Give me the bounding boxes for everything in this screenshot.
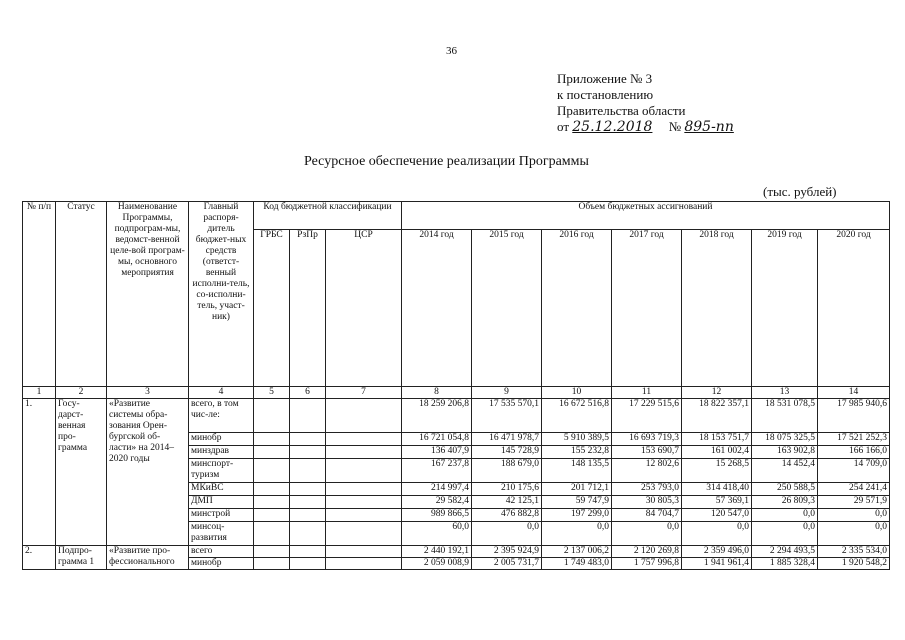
- column-index-cell: 6: [290, 387, 326, 399]
- amount-cell: 2 395 924,9: [472, 546, 542, 558]
- budget-code-cell: [290, 483, 326, 496]
- amount-cell: 136 407,9: [402, 446, 472, 459]
- budget-table: [22, 201, 890, 570]
- column-index-cell: 10: [542, 387, 612, 399]
- table-row: [23, 399, 890, 433]
- amount-cell: 14 709,0: [818, 459, 890, 483]
- amount-cell: 29 582,4: [402, 496, 472, 509]
- budget-code-cell: [254, 459, 290, 483]
- amount-cell: 17 229 515,6: [612, 399, 682, 433]
- header-grbs: ГРБС: [254, 230, 290, 387]
- budget-code-cell: [290, 522, 326, 546]
- amount-cell: 120 547,0: [682, 509, 752, 522]
- amount-cell: 18 075 325,5: [752, 433, 818, 446]
- amount-cell: 1 941 961,4: [682, 558, 752, 570]
- budget-code-cell: [326, 483, 402, 496]
- amount-cell: 18 153 751,7: [682, 433, 752, 446]
- amount-cell: 254 241,4: [818, 483, 890, 496]
- column-index-cell: 8: [402, 387, 472, 399]
- amount-cell: 210 175,6: [472, 483, 542, 496]
- column-index-cell: 11: [612, 387, 682, 399]
- header-num: № п/п: [23, 202, 56, 387]
- budget-code-cell: [254, 433, 290, 446]
- header-row: [23, 202, 890, 230]
- amount-cell: 0,0: [472, 522, 542, 546]
- amount-cell: 145 728,9: [472, 446, 542, 459]
- amount-cell: 5 910 389,5: [542, 433, 612, 446]
- amount-cell: 2 440 192,1: [402, 546, 472, 558]
- amount-cell: 18 531 078,5: [752, 399, 818, 433]
- budget-code-cell: [326, 399, 402, 433]
- budget-code-cell: [290, 509, 326, 522]
- column-index-cell: 5: [254, 387, 290, 399]
- column-index-cell: 3: [107, 387, 189, 399]
- budget-code-cell: [326, 459, 402, 483]
- budget-code-cell: [254, 509, 290, 522]
- column-index-cell: 1: [23, 387, 56, 399]
- header-year: 2020 год: [818, 230, 890, 387]
- amount-cell: 155 232,8: [542, 446, 612, 459]
- budget-code-cell: [290, 459, 326, 483]
- budget-code-cell: [326, 546, 402, 558]
- column-index-cell: 7: [326, 387, 402, 399]
- amount-cell: 476 882,8: [472, 509, 542, 522]
- amount-cell: 1 757 996,8: [612, 558, 682, 570]
- amount-cell: 214 997,4: [402, 483, 472, 496]
- header-csr: ЦСР: [326, 230, 402, 387]
- budget-code-cell: [326, 522, 402, 546]
- amount-cell: 60,0: [402, 522, 472, 546]
- date-prefix: от: [557, 119, 570, 134]
- column-index-cell: 2: [56, 387, 107, 399]
- amount-cell: 17 535 570,1: [472, 399, 542, 433]
- budget-code-cell: [326, 509, 402, 522]
- header-rzpr: РзПр: [290, 230, 326, 387]
- budget-code-cell: [254, 483, 290, 496]
- budget-code-cell: [254, 522, 290, 546]
- handwritten-number: 895-пп: [684, 119, 734, 135]
- row-executor: всего, в том чис-ле:: [189, 399, 254, 433]
- header-status: Статус: [56, 202, 107, 387]
- amount-cell: 0,0: [818, 509, 890, 522]
- appendix-date-line: [557, 119, 734, 135]
- header-volume: Объем бюджетных ассигнований: [402, 202, 890, 230]
- row-program-name: «Развитие про-фессионального: [107, 546, 189, 570]
- appendix-line: Приложение № 3: [557, 71, 653, 86]
- amount-cell: 2 120 269,8: [612, 546, 682, 558]
- header-year: 2014 год: [402, 230, 472, 387]
- amount-cell: 166 166,0: [818, 446, 890, 459]
- amount-cell: 167 237,8: [402, 459, 472, 483]
- row-status: Госу-дарст-венная про-грамма: [56, 399, 107, 546]
- amount-cell: 0,0: [752, 509, 818, 522]
- budget-code-cell: [254, 558, 290, 570]
- amount-cell: 250 588,5: [752, 483, 818, 496]
- amount-cell: 2 005 731,7: [472, 558, 542, 570]
- budget-code-cell: [290, 433, 326, 446]
- amount-cell: 148 135,5: [542, 459, 612, 483]
- budget-code-cell: [254, 399, 290, 433]
- row-executor: минобр: [189, 558, 254, 570]
- handwritten-date: 25.12.2018: [572, 119, 653, 135]
- amount-cell: 42 125,1: [472, 496, 542, 509]
- budget-code-cell: [254, 546, 290, 558]
- budget-code-cell: [290, 558, 326, 570]
- amount-cell: 14 452,4: [752, 459, 818, 483]
- amount-cell: 57 369,1: [682, 496, 752, 509]
- amount-cell: 2 294 493,5: [752, 546, 818, 558]
- table-row: [23, 546, 890, 558]
- budget-code-cell: [290, 399, 326, 433]
- document-title: Ресурсное обеспечение реализации Программы: [304, 154, 589, 169]
- amount-cell: 16 471 978,7: [472, 433, 542, 446]
- budget-code-cell: [254, 446, 290, 459]
- budget-code-cell: [326, 558, 402, 570]
- column-index-cell: 4: [189, 387, 254, 399]
- appendix-line: к постановлению: [557, 87, 654, 102]
- header-name: Наименование Программы, подпрограм-мы, ведомст-венной целе-вой програм-мы, основного мероприятия: [107, 202, 189, 387]
- amount-cell: 2 137 006,2: [542, 546, 612, 558]
- header-year: 2018 год: [682, 230, 752, 387]
- header-year: 2015 год: [472, 230, 542, 387]
- budget-code-cell: [290, 496, 326, 509]
- row-number: 2.: [23, 546, 56, 570]
- amount-cell: 153 690,7: [612, 446, 682, 459]
- row-executor: ДМП: [189, 496, 254, 509]
- budget-code-cell: [290, 546, 326, 558]
- amount-cell: 989 866,5: [402, 509, 472, 522]
- row-status: Подпро-грамма 1: [56, 546, 107, 570]
- column-index-row: [23, 387, 890, 399]
- budget-code-cell: [290, 446, 326, 459]
- column-index-cell: 14: [818, 387, 890, 399]
- amount-cell: 26 809,3: [752, 496, 818, 509]
- amount-cell: 0,0: [752, 522, 818, 546]
- amount-cell: 29 571,9: [818, 496, 890, 509]
- header-executor: Главный распоря-дитель бюджет-ных средств (ответст-венный исполни-тель, со-исполни-тель, участ-ник): [189, 202, 254, 387]
- row-executor: минздрав: [189, 446, 254, 459]
- amount-cell: 0,0: [542, 522, 612, 546]
- amount-cell: 314 418,40: [682, 483, 752, 496]
- amount-cell: 0,0: [818, 522, 890, 546]
- amount-cell: 18 822 357,1: [682, 399, 752, 433]
- amount-cell: 1 920 548,2: [818, 558, 890, 570]
- appendix-block: [557, 71, 734, 135]
- amount-cell: 188 679,0: [472, 459, 542, 483]
- amount-cell: 30 805,3: [612, 496, 682, 509]
- amount-cell: 161 002,4: [682, 446, 752, 459]
- appendix-line: Правительства области: [557, 103, 686, 118]
- header-year: 2017 год: [612, 230, 682, 387]
- header-budget-code: Код бюджетной классификации: [254, 202, 402, 230]
- page-number: 36: [446, 45, 457, 57]
- row-executor: всего: [189, 546, 254, 558]
- column-index-cell: 13: [752, 387, 818, 399]
- amount-cell: 84 704,7: [612, 509, 682, 522]
- amount-cell: 2 335 534,0: [818, 546, 890, 558]
- amount-cell: 163 902,8: [752, 446, 818, 459]
- header-year: 2016 год: [542, 230, 612, 387]
- amount-cell: 16 693 719,3: [612, 433, 682, 446]
- budget-code-cell: [326, 446, 402, 459]
- budget-code-cell: [326, 433, 402, 446]
- amount-cell: 17 985 940,6: [818, 399, 890, 433]
- units-note: (тыс. рублей): [763, 184, 837, 199]
- row-executor: минобр: [189, 433, 254, 446]
- header-year: 2019 год: [752, 230, 818, 387]
- amount-cell: 17 521 252,3: [818, 433, 890, 446]
- amount-cell: 16 672 516,8: [542, 399, 612, 433]
- amount-cell: 59 747,9: [542, 496, 612, 509]
- row-executor: минстрой: [189, 509, 254, 522]
- column-index-cell: 12: [682, 387, 752, 399]
- row-program-name: «Развитие системы обра-зования Орен-бургской об-ласти» на 2014–2020 годы: [107, 399, 189, 546]
- row-executor: минсоц-развития: [189, 522, 254, 546]
- amount-cell: 0,0: [682, 522, 752, 546]
- amount-cell: 2 059 008,9: [402, 558, 472, 570]
- row-number: 1.: [23, 399, 56, 546]
- amount-cell: 12 802,6: [612, 459, 682, 483]
- amount-cell: 1 749 483,0: [542, 558, 612, 570]
- amount-cell: 1 885 328,4: [752, 558, 818, 570]
- amount-cell: 197 299,0: [542, 509, 612, 522]
- budget-code-cell: [254, 496, 290, 509]
- row-executor: МКиВС: [189, 483, 254, 496]
- amount-cell: 18 259 206,8: [402, 399, 472, 433]
- amount-cell: 201 712,1: [542, 483, 612, 496]
- budget-code-cell: [326, 496, 402, 509]
- number-prefix: №: [668, 119, 682, 134]
- column-index-cell: 9: [472, 387, 542, 399]
- amount-cell: 16 721 054,8: [402, 433, 472, 446]
- amount-cell: 15 268,5: [682, 459, 752, 483]
- amount-cell: 253 793,0: [612, 483, 682, 496]
- row-executor: минспорт-туризм: [189, 459, 254, 483]
- amount-cell: 2 359 496,0: [682, 546, 752, 558]
- amount-cell: 0,0: [612, 522, 682, 546]
